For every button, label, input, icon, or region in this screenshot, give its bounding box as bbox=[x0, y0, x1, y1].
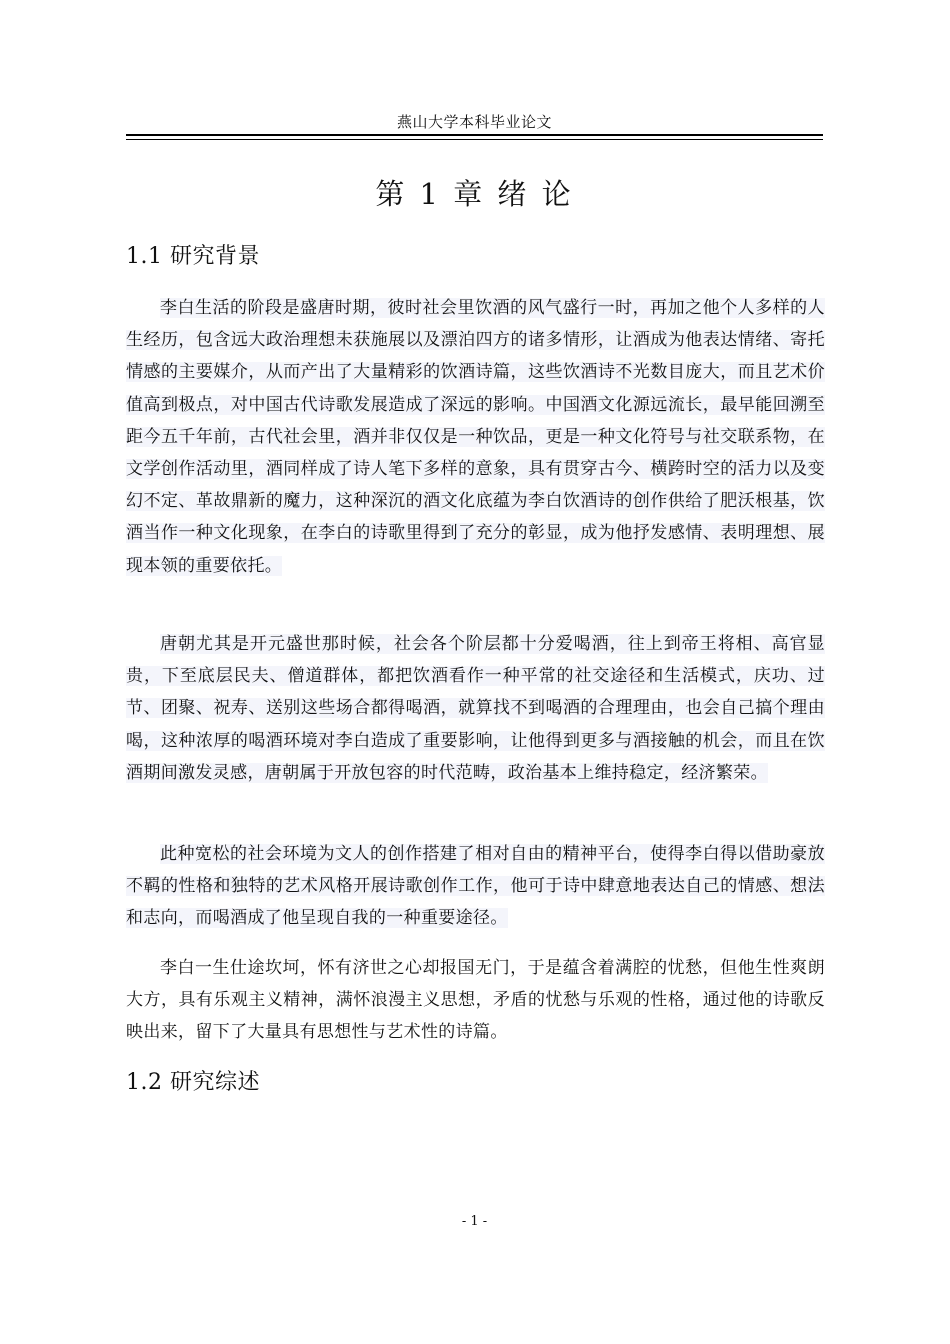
running-header: 燕山大学本科毕业论文 bbox=[396, 113, 552, 131]
section-heading-1-2: 1.2 研究综述 bbox=[126, 1070, 260, 1095]
paragraph-4 bbox=[126, 952, 825, 1049]
chapter-title: 第 1 章 绪 论 bbox=[375, 177, 574, 211]
paragraph-2-text: 唐朝尤其是开元盛世那时候，社会各个阶层都十分爱喝酒，往上到帝王将相、高官显贵，下至底层民夫、僧道群体，都把饮酒看作一种平常的社交途径和生活模式，庆功、过节、团聚、祝寿、送别这些场合都得喝酒，就算找不到喝酒的合理理由，也会自己搞个理由喝，这种浓厚的喝酒环境对李白造成了重要影响，让他得到更多与酒接触的机会，而且在饮酒期间激发灵感，唐朝属于开放包容的时代范畴，政治基本上维持稳定，经济繁荣。 bbox=[126, 634, 825, 783]
paragraph-1-text: 李白生活的阶段是盛唐时期，彼时社会里饮酒的风气盛行一时，再加之他个人多样的人生经历，包含远大政治理想未获施展以及漂泊四方的诸多情形，让酒成为他表达情绪、寄托情感的主要媒介，从而产出了大量精彩的饮酒诗篇，这些饮酒诗不光数目庞大，而且艺术价值高到极点，对中国古代诗歌发展造成了深远的影响。中国酒文化源远流长，最早能回溯至距今五千年前，古代社会里，酒并非仅仅是一种饮品，更是一种文化符号与社交联系物，在文学创作活动里，酒同样成了诗人笔下多样的意象，具有贯穿古今、横跨时空的活力以及变幻不定、革故鼎新的魔力，这种深沉的酒文化底蕴为李白饮酒诗的创作供给了肥沃根基，饮酒当作一种文化现象，在李白的诗歌里得到了充分的彰显，成为他抒发感情、表明理想、展现本领的重要依托。 bbox=[126, 298, 825, 576]
paragraph-1 bbox=[126, 292, 825, 582]
section-heading-1-1: 1.1 研究背景 bbox=[126, 244, 260, 269]
paragraph-4-text: 李白一生仕途坎坷，怀有济世之心却报国无门，于是蕴含着满腔的忧愁，但他生性爽朗大方，具有乐观主义精神，满怀浪漫主义思想，矛盾的忧愁与乐观的性格，通过他的诗歌反映出来，留下了大量具有思想性与艺术性的诗篇。 bbox=[126, 958, 825, 1043]
paragraph-3-text: 此种宽松的社会环境为文人的创作搭建了相对自由的精神平台，使得李白得以借助豪放不羁的性格和独特的艺术风格开展诗歌创作工作，他可于诗中肆意地表达自己的情感、想法和志向，而喝酒成了他呈现自我的一种重要途径。 bbox=[126, 844, 825, 929]
paragraph-2 bbox=[126, 628, 825, 789]
page-number: - 1 - bbox=[461, 1214, 488, 1229]
paragraph-3 bbox=[126, 838, 825, 935]
header-double-rule bbox=[126, 134, 823, 140]
